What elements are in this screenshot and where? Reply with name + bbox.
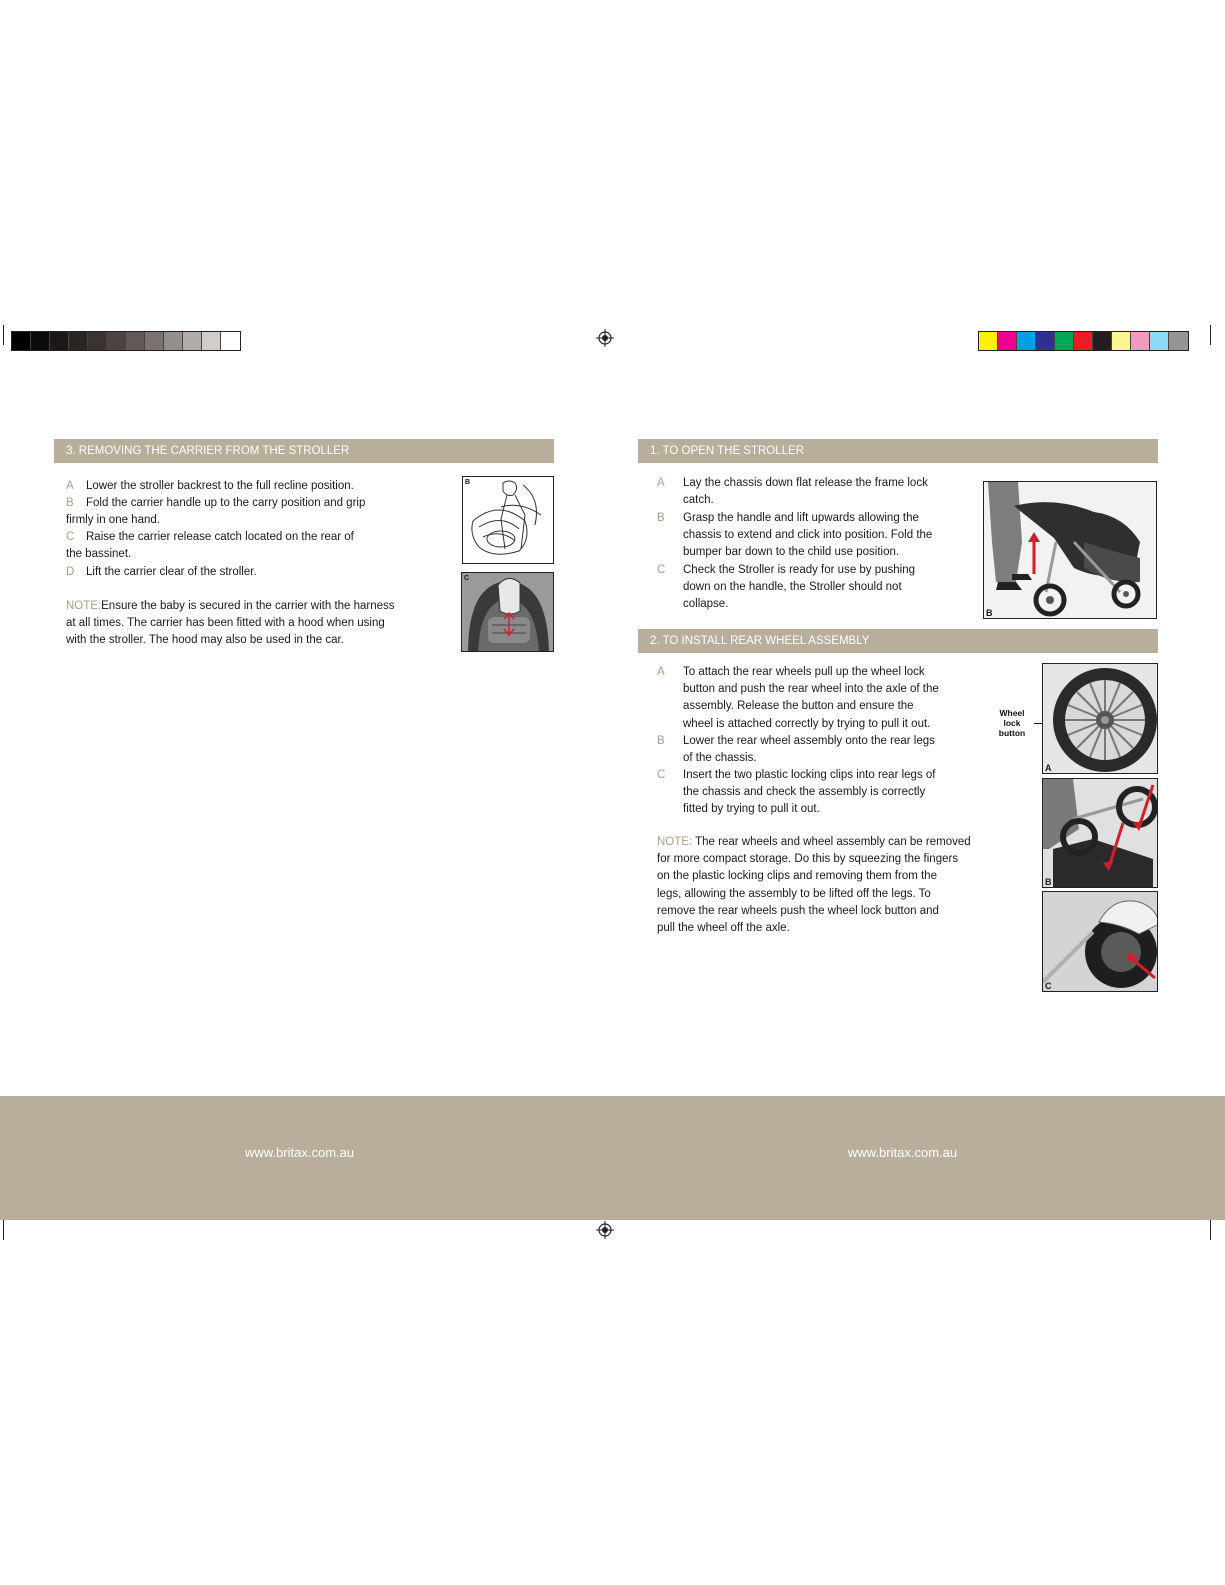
crop-mark-bottom-left [3, 1220, 4, 1240]
footer-band [0, 1096, 1225, 1220]
figure-b-open-stroller: B [983, 481, 1157, 619]
open-stroller-photo [984, 482, 1157, 619]
process-color-swatch [998, 332, 1017, 350]
process-color-swatch [1017, 332, 1036, 350]
step-c-continued: the bassinet. [66, 548, 132, 560]
figure-c-release-catch: C [461, 572, 554, 652]
process-color-swatch [1036, 332, 1055, 350]
section-header-removing-carrier: 3. REMOVING THE CARRIER FROM THE STROLLER [54, 439, 554, 463]
gray-swatch [164, 332, 183, 350]
figure-a-rear-wheel: A [1042, 663, 1158, 774]
gray-swatch [50, 332, 69, 350]
process-color-swatch [1074, 332, 1093, 350]
footer-url-left[interactable]: www.britax.com.au [245, 1145, 355, 1160]
process-color-swatch [1112, 332, 1131, 350]
registration-mark-icon [596, 329, 614, 347]
crop-mark-top-right [1210, 325, 1211, 345]
step-c: C Raise the carrier release catch located on the rear of [66, 531, 354, 543]
step-b: B Fold the carrier handle up to the carry position and grip [66, 497, 366, 509]
section-header-rear-wheel-assembly: 2. TO INSTALL REAR WHEEL ASSEMBLY [638, 629, 1158, 653]
registration-mark-icon [596, 1221, 614, 1239]
grayscale-color-bar [11, 331, 241, 351]
gray-swatch [12, 332, 31, 350]
gray-swatch [88, 332, 107, 350]
gray-swatch [31, 332, 50, 350]
carrier-handle-illustration [463, 477, 554, 564]
release-catch-illustration [462, 573, 554, 652]
step-d: D Lift the carrier clear of the stroller. [66, 566, 257, 578]
step-b-continued: firmly in one hand. [66, 514, 160, 526]
wheel-assembly-photo [1043, 779, 1158, 888]
crop-mark-bottom-right [1210, 1220, 1211, 1240]
open-step-a: A Lay the chassis down flat release the frame lock catch. [657, 477, 928, 507]
gray-swatch [183, 332, 202, 350]
wheel-lock-button-callout: Wheel lock button [998, 708, 1026, 738]
gray-swatch [145, 332, 164, 350]
gray-swatch [126, 332, 145, 350]
gray-swatch [202, 332, 221, 350]
crop-mark-top-left [3, 325, 4, 345]
open-step-b: B Grasp the handle and lift upwards allowing the chassis to extend and click into position. Fold the bumper bar down to the child use position. [657, 512, 933, 559]
gray-swatch [221, 332, 240, 350]
section-header-open-stroller: 1. TO OPEN THE STROLLER [638, 439, 1158, 463]
wheel-step-c: C Insert the two plastic locking clips into rear legs of the chassis and check the assembly is correctly fitted by trying to pull it out. [657, 769, 936, 816]
process-color-swatch [1055, 332, 1074, 350]
step-a: A Lower the stroller backrest to the full recline position. [66, 480, 354, 492]
footer-url-right[interactable]: www.britax.com.au [848, 1145, 958, 1160]
figure-c-locking-clip: C [1042, 891, 1158, 992]
process-color-swatch [1093, 332, 1112, 350]
figure-b-carrier-handle: B [462, 476, 554, 564]
process-color-swatch [1169, 332, 1188, 350]
rear-wheel-photo [1043, 664, 1158, 774]
locking-clip-photo [1043, 892, 1158, 992]
figure-b-wheel-assembly: B [1042, 778, 1158, 888]
note-right: NOTE: The rear wheels and wheel assembly can be removed for more compact storage. Do this by squeezing the fingers on the plastic locking clips and removing them from the legs, allowing the assembly to be lifted off the legs. To remove the rear wheels push the wheel lock button and pull the wheel off the axle. [657, 836, 971, 935]
gray-swatch [69, 332, 88, 350]
process-color-bar [978, 331, 1189, 351]
gray-swatch [107, 332, 126, 350]
process-color-swatch [1131, 332, 1150, 350]
note-left: NOTE:Ensure the baby is secured in the carrier with the harness at all times. The carrier has been fitted with a hood when using with the stroller. The hood may also be used in the car. [66, 600, 395, 647]
wheel-step-b: B Lower the rear wheel assembly onto the rear legs of the chassis. [657, 735, 935, 765]
process-color-swatch [1150, 332, 1169, 350]
wheel-step-a: A To attach the rear wheels pull up the wheel lock button and push the rear wheel into the axle of the assembly. Release the button and ensure the wheel is attached correctly by trying to pull it out. [657, 666, 939, 730]
open-step-c: C Check the Stroller is ready for use by pushing down on the handle, the Stroller should not collapse. [657, 564, 916, 611]
process-color-swatch [979, 332, 998, 350]
